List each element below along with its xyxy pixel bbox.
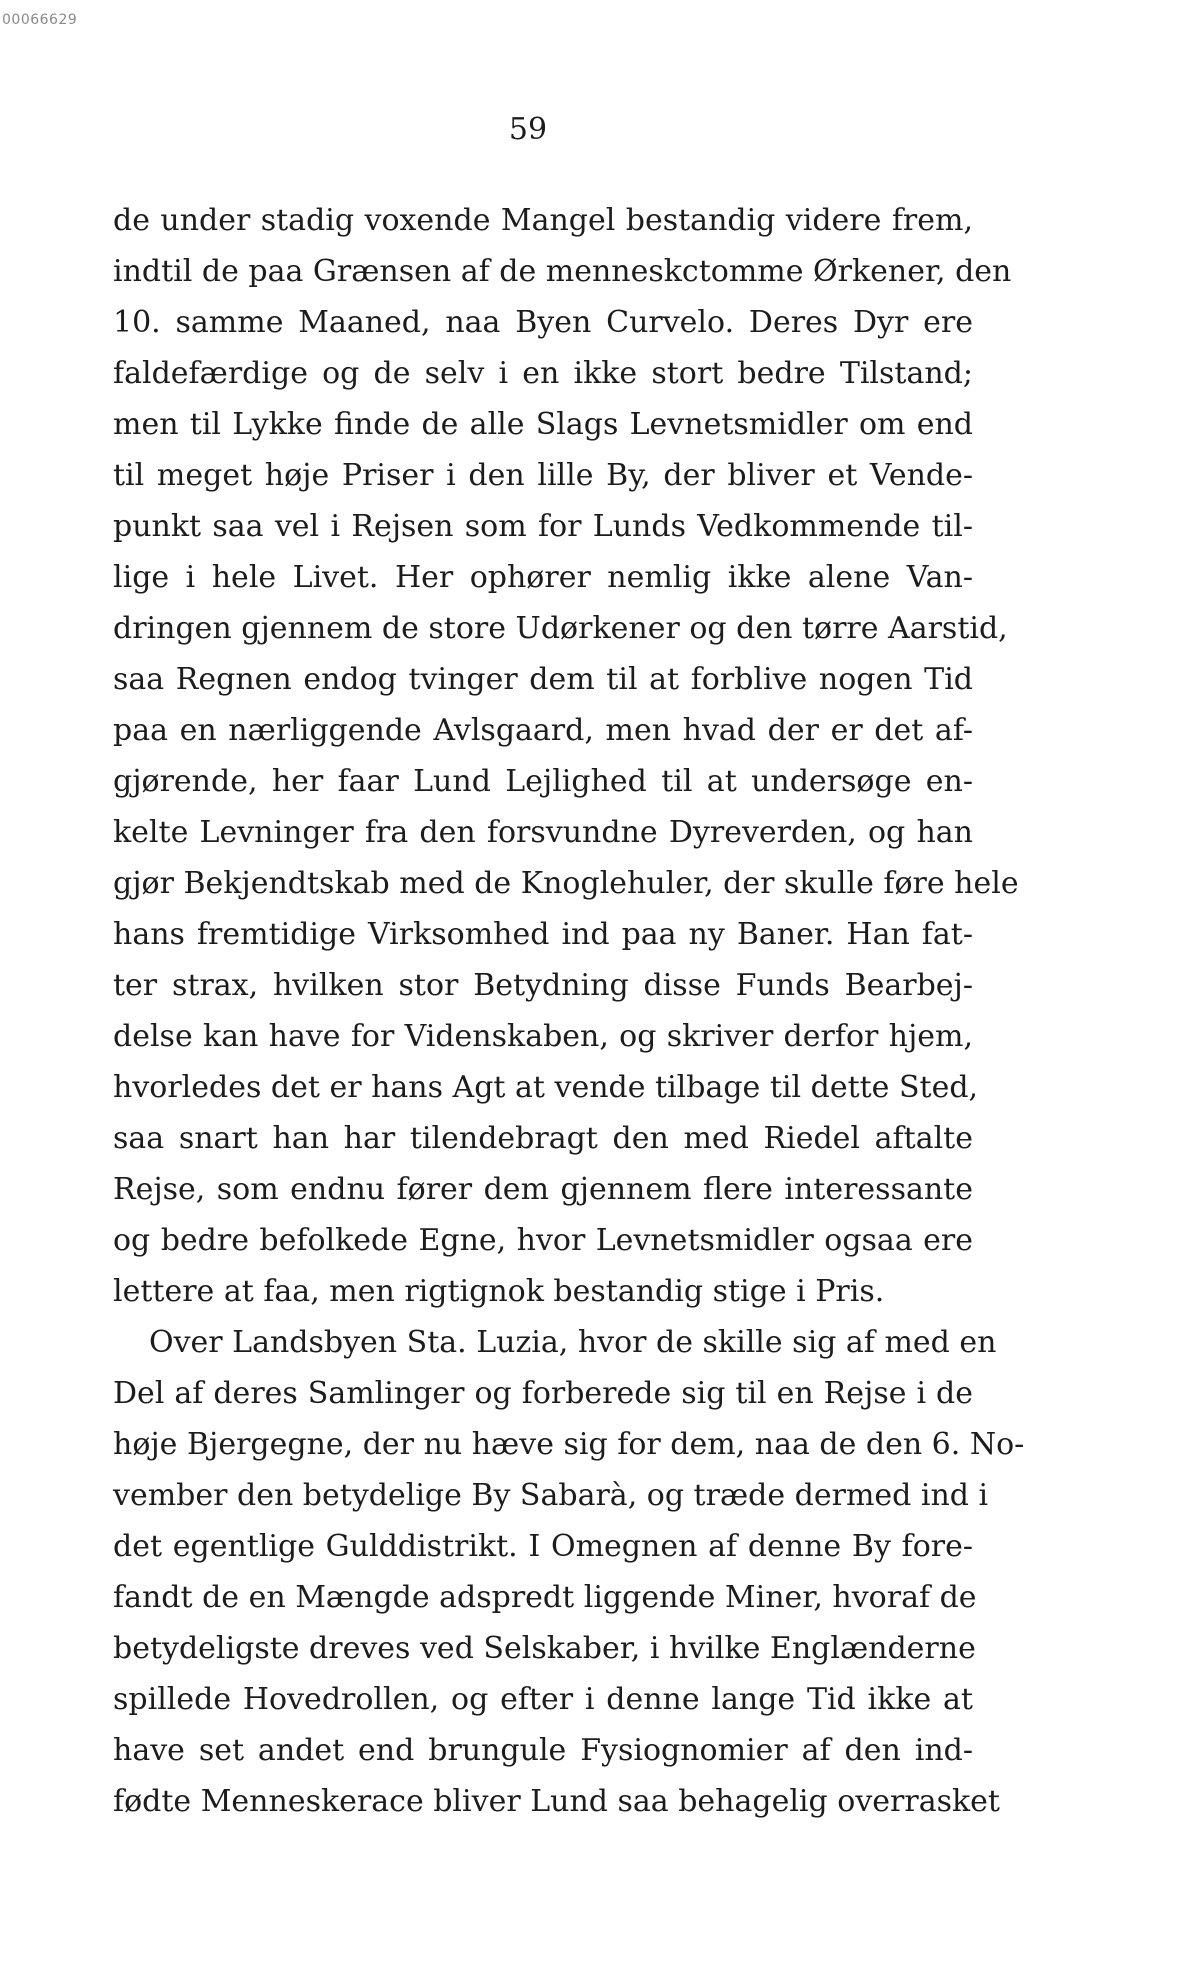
text-line: fødte Menneskerace bliver Lund saa behagelig overrasket — [113, 1784, 1000, 1819]
text-line: fandt de en Mængde adspredt liggende Miner, hvoraf de — [113, 1580, 977, 1615]
text-line: have set andet end brungule Fysiognomier af den ind- — [113, 1733, 973, 1768]
scan-id: 00066629 — [2, 12, 78, 28]
text-line: spillede Hovedrollen, og efter i denne lange Tid ikke at — [113, 1682, 973, 1717]
text-line: ter strax, hvilken stor Betydning disse Funds Bearbej- — [113, 968, 973, 1003]
text-line: lige i hele Livet. Her ophører nemlig ikke alene Van- — [113, 560, 973, 595]
text-line: saa snart han har tilendebragt den med Riedel aftalte — [113, 1121, 973, 1156]
text-line: indtil de paa Grænsen af de menneskctomme Ørkener, den — [113, 254, 1012, 289]
text-line-paragraph-start: Over Landsbyen Sta. Luzia, hvor de skille sig af med en — [149, 1325, 997, 1360]
text-line: høje Bjergegne, der nu hæve sig for dem, naa de den 6. No- — [113, 1427, 1025, 1462]
page-number: 59 — [508, 112, 548, 147]
text-line: 10. samme Maaned, naa Byen Curvelo. Deres Dyr ere — [113, 305, 973, 340]
text-line: gjør Bekjendtskab med de Knoglehuler, der skulle føre hele — [113, 866, 1019, 901]
text-line: betydeligste dreves ved Selskaber, i hvilke Englænderne — [113, 1631, 976, 1666]
text-line: de under stadig voxende Mangel bestandig videre frem, — [113, 203, 973, 238]
text-line: vember den betydelige By Sabarà, og træde dermed ind i — [113, 1478, 989, 1513]
text-line: Rejse, som endnu fører dem gjennem flere interessante — [113, 1172, 973, 1207]
text-line: punkt saa vel i Rejsen som for Lunds Vedkommende til- — [113, 509, 973, 544]
text-line: paa en nærliggende Avlsgaard, men hvad der er det af- — [113, 713, 973, 748]
text-line: Del af deres Samlinger og forberede sig til en Rejse i de — [113, 1376, 973, 1411]
text-line: det egentlige Gulddistrikt. I Omegnen af denne By fore- — [113, 1529, 973, 1564]
text-line: kelte Levninger fra den forsvundne Dyreverden, og han — [113, 815, 973, 850]
text-line: hans fremtidige Virksomhed ind paa ny Baner. Han fat- — [113, 917, 973, 952]
body-text — [113, 195, 1025, 1827]
text-line: gjørende, her faar Lund Lejlighed til at undersøge en- — [113, 764, 973, 799]
text-line: saa Regnen endog tvinger dem til at forblive nogen Tid — [113, 662, 973, 697]
text-line: og bedre befolkede Egne, hvor Levnetsmidler ogsaa ere — [113, 1223, 973, 1258]
text-line-paragraph-end: lettere at faa, men rigtignok bestandig stige i Pris. — [113, 1274, 885, 1309]
text-line: delse kan have for Videnskaben, og skriver derfor hjem, — [113, 1019, 973, 1054]
text-line: faldefærdige og de selv i en ikke stort bedre Tilstand; — [113, 356, 973, 391]
text-line: til meget høje Priser i den lille By, der bliver et Vende- — [113, 458, 973, 493]
text-line: men til Lykke finde de alle Slags Levnetsmidler om end — [113, 407, 973, 442]
text-line: hvorledes det er hans Agt at vende tilbage til dette Sted, — [113, 1070, 979, 1105]
text-line: dringen gjennem de store Udørkener og den tørre Aarstid, — [113, 611, 1008, 646]
